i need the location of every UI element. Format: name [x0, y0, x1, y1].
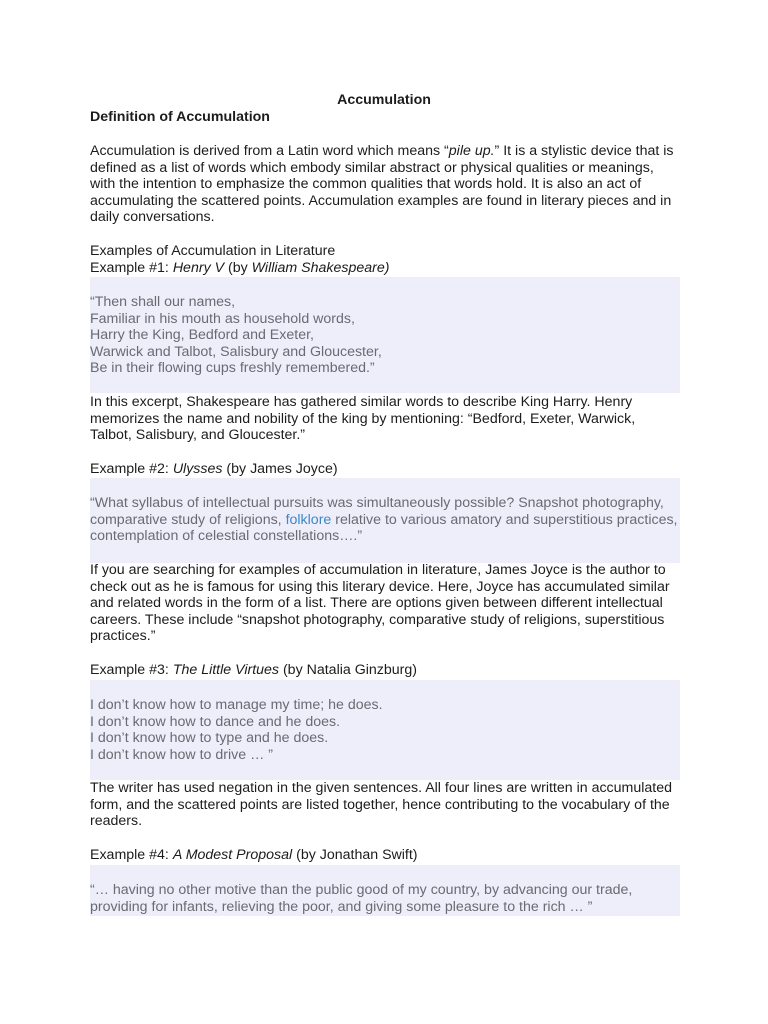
example-1-quote — [90, 277, 680, 393]
definition-heading: Definition of Accumulation — [90, 109, 270, 125]
example-1-work: Henry V — [172, 260, 225, 276]
quote-line: Harry the King, Bedford and Exeter, — [90, 327, 314, 344]
examples-heading: Examples of Accumulation in Literature — [90, 243, 336, 259]
example-2-heading: Example #2: Ulysses (by James Joyce) — [90, 461, 338, 477]
example-4-work: A Modest Proposal — [172, 847, 293, 863]
example-4-heading: Example #4: A Modest Proposal (by Jonathan Swift) — [90, 847, 418, 863]
quote-line: “Then shall our names, — [90, 294, 236, 310]
quote-line: I don’t know how to type and he does. — [90, 730, 329, 747]
example-3-commentary: The writer has used negation in the given sentences. All four lines are written in accumulated form, and the scattered points are listed together, hence contributing to the vocabulary of the readers. — [90, 780, 673, 830]
quote-line: I don’t know how to drive … ” — [90, 746, 273, 763]
example-2-quote: “What syllabus of intellectual pursuits was simultaneously possible? Snapshot photography, comparative study of religions, folklore relative to various amatory and superstitious practices, contemplation of celestial constellations….” — [90, 478, 680, 563]
quote-line: Warwick and Talbot, Salisbury and Gloucester, — [90, 343, 382, 360]
example-1-author: William Shakespeare) — [251, 260, 390, 276]
definition-paragraph: Accumulation is derived from a Latin word which means “pile up.” It is a stylistic device that is defined as a list of words which embody similar abstract or physical qualities or meanings, with the intention to emphasize the common qualities that words hold. It is also an act of accumulating the scattered points. Accumulation examples are found in literary pieces and in daily conversations. — [90, 143, 674, 226]
quote-line: Familiar in his mouth as household words, — [90, 310, 355, 327]
example-3-heading: Example #3: The Little Virtues (by Natalia Ginzburg) — [90, 662, 418, 678]
quote-line: I don’t know how to manage my time; he does. — [90, 697, 383, 713]
example-1-commentary: In this excerpt, Shakespeare has gathered similar words to describe King Harry. Henry memorizes the name and nobility of the king by mentioning: “Bedford, Exeter, Warwick, Talbot, Salisbury, and Gloucester.” — [90, 394, 636, 444]
example-2-work: Ulysses — [172, 461, 223, 477]
folklore-link[interactable]: folklore — [285, 511, 332, 528]
document-title: Accumulation — [337, 92, 431, 108]
quote-line: I don’t know how to dance and he does. — [90, 713, 341, 730]
example-1-heading: Example #1: Henry V (by William Shakespeare) — [90, 260, 390, 276]
pile-up-emphasis: pile up. — [448, 143, 495, 159]
example-4-quote: “… having no other motive than the public good of my country, by advancing our trade, providing for infants, relieving the poor, and giving some pleasure to the rich … ” — [90, 865, 680, 916]
quote-line: Be in their flowing cups freshly remembered.” — [90, 360, 375, 377]
example-3-quote — [90, 680, 680, 780]
example-3-work: The Little Virtues — [172, 662, 280, 678]
example-2-commentary: If you are searching for examples of accumulation in literature, James Joyce is the author to check out as he is famous for using this literary device. Here, Joyce has accumulated similar and related words in the form of a list. There are options given between different intellectual careers. These include “snapshot photography, comparative study of religions, superstitious practices.” — [90, 562, 670, 645]
